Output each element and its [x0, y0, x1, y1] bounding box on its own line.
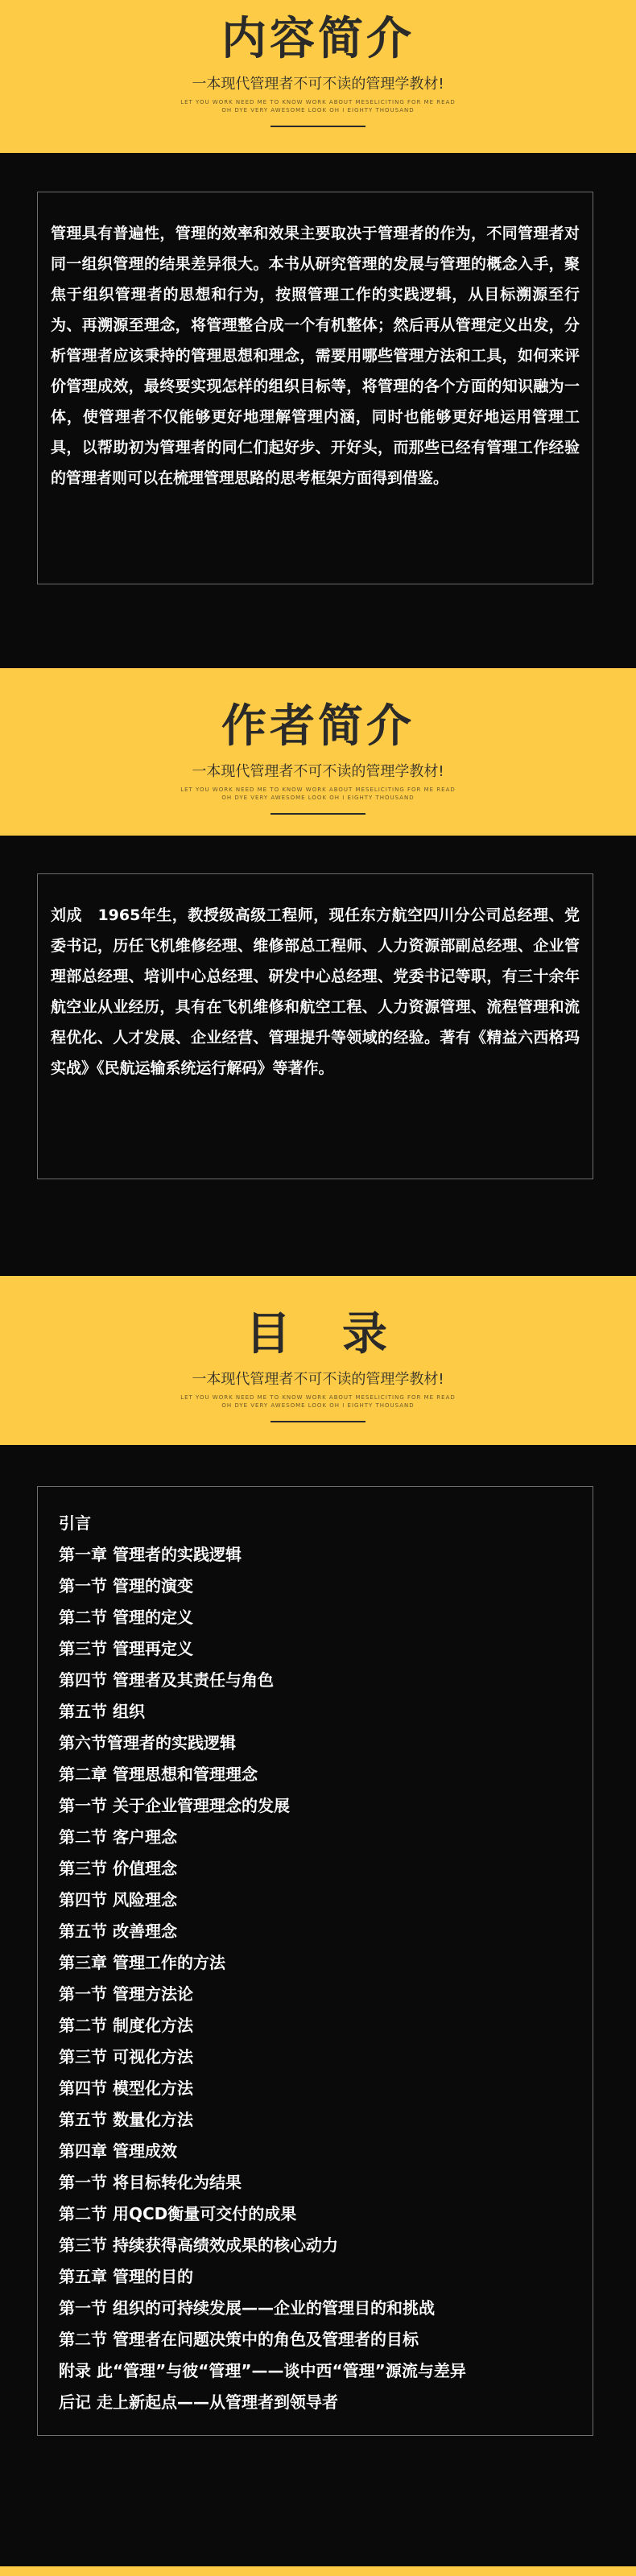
toc-item: 第一节 关于企业管理理念的发展 [59, 1796, 290, 1815]
toc-item: 附录 此“管理”与彼“管理”——谈中西“管理”源流与差异 [59, 2361, 466, 2380]
toc-item: 第一节 将目标转化为结果 [59, 2173, 242, 2192]
intro-title: 内容简介 [221, 13, 415, 65]
toc-subtitle: 一本现代管理者不可不读的管理学教材! [192, 1371, 444, 1388]
author-title: 作者简介 [221, 700, 415, 753]
toc-item: 第一节 管理的演变 [59, 1576, 193, 1596]
intro-tagline: LET YOU WORK NEED ME TO KNOW WORK ABOUT MESELICITING FOR ME READ OH DYE VERY AWESOME LOOK OH I EIGHTY THOUSAND [180, 99, 456, 114]
intro-subtitle: 一本现代管理者不可不读的管理学教材! [192, 76, 444, 93]
toc-item: 第四节 模型化方法 [59, 2079, 193, 2098]
author-subtitle: 一本现代管理者不可不读的管理学教材! [192, 763, 444, 780]
toc-item: 第五章 管理的目的 [59, 2267, 193, 2286]
author-divider [271, 813, 365, 815]
toc-item: 第四节 风险理念 [59, 1890, 177, 1909]
intro-text: 管理具有普遍性，管理的效率和效果主要取决于管理者的作为，不同管理者对同一组织管理的结果差异很大。本书从研究管理的发展与管理的概念入手，聚焦于组织管理者的思想和行为，按照管理工作的实践逻辑，从目标溯源至行为、再溯源至理念，将管理整合成一个有机整体；然后再从管理定义出发，分析管理者应该秉持的管理思想和理念，需要用哪些管理方法和工具，如何来评价管理成效，最终要实现怎样的组织目标等，将管理的各个方面的知识融为一体，使管理者不仅能够更好地理解管理内涵，同时也能够更好地运用管理工具，以帮助初为管理者的同仁们起好步、开好头，而那些已经有管理工作经验的管理者则可以在梳理管理思路的思考框架方面得到借鉴。 [51, 225, 580, 487]
toc-item: 第三节 可视化方法 [59, 2047, 193, 2066]
intro-divider [271, 126, 365, 127]
toc-title: 目 录 [246, 1308, 390, 1360]
toc-item: 第二节 客户理念 [59, 1827, 177, 1847]
toc-item: 第五节 改善理念 [59, 1922, 177, 1941]
toc-item: 第二章 管理思想和管理理念 [59, 1765, 258, 1784]
toc-item: 第六节管理者的实践逻辑 [59, 1733, 236, 1752]
toc-item: 第二节 管理的定义 [59, 1608, 193, 1627]
toc-item: 后记 走上新起点——从管理者到领导者 [59, 2392, 338, 2412]
author-box [37, 873, 593, 1179]
toc-banner [0, 1276, 636, 1445]
intro-box [37, 192, 593, 584]
toc-box [37, 1486, 593, 2436]
toc-item: 引言 [59, 1513, 91, 1533]
toc-item: 第二节 管理者在问题决策中的角色及管理者的目标 [59, 2330, 419, 2349]
toc-item: 第三节 价值理念 [59, 1859, 177, 1878]
toc-item: 第四节 管理者及其责任与角色 [59, 1670, 274, 1690]
author-tagline: LET YOU WORK NEED ME TO KNOW WORK ABOUT MESELICITING FOR ME READ OH DYE VERY AWESOME LOOK OH I EIGHTY THOUSAND [180, 786, 456, 801]
toc-item: 第五节 数量化方法 [59, 2110, 193, 2129]
toc-item: 第五节 组织 [59, 1702, 145, 1721]
toc-divider [271, 1421, 365, 1422]
toc-item: 第二节 用QCD衡量可交付的成果 [59, 2204, 297, 2223]
toc-item: 第一章 管理者的实践逻辑 [59, 1545, 242, 1564]
toc-item: 第二节 制度化方法 [59, 2016, 193, 2035]
toc-list [59, 1508, 575, 2418]
toc-item: 第一节 组织的可持续发展——企业的管理目的和挑战 [59, 2298, 435, 2318]
author-text: 刘成 1965年生，教授级高级工程师，现任东方航空四川分公司总经理、党委书记，历任飞机维修经理、维修部总工程师、人力资源部副总经理、企业管理部总经理、培训中心总经理、研发中心总经理、党委书记等职，有三十余年航空业从业经历，具有在飞机维修和航空工程、人力资源管理、流程管理和流程优化、人才发展、企业经营、管理提升等领域的经验。著有《精益六西格玛实战》《民航运输系统运行解码》等著作。 [51, 906, 580, 1077]
toc-item: 第三节 持续获得高绩效成果的核心动力 [59, 2235, 338, 2255]
toc-item: 第三章 管理工作的方法 [59, 1953, 225, 1972]
toc-item: 第三节 管理再定义 [59, 1639, 193, 1658]
intro-banner [0, 0, 636, 153]
toc-item: 第四章 管理成效 [59, 2141, 177, 2161]
author-banner [0, 668, 636, 836]
footer-bar [0, 2566, 636, 2576]
toc-item: 第一节 管理方法论 [59, 1984, 193, 2004]
toc-tagline: LET YOU WORK NEED ME TO KNOW WORK ABOUT MESELICITING FOR ME READ OH DYE VERY AWESOME LOOK OH I EIGHTY THOUSAND [180, 1394, 456, 1409]
